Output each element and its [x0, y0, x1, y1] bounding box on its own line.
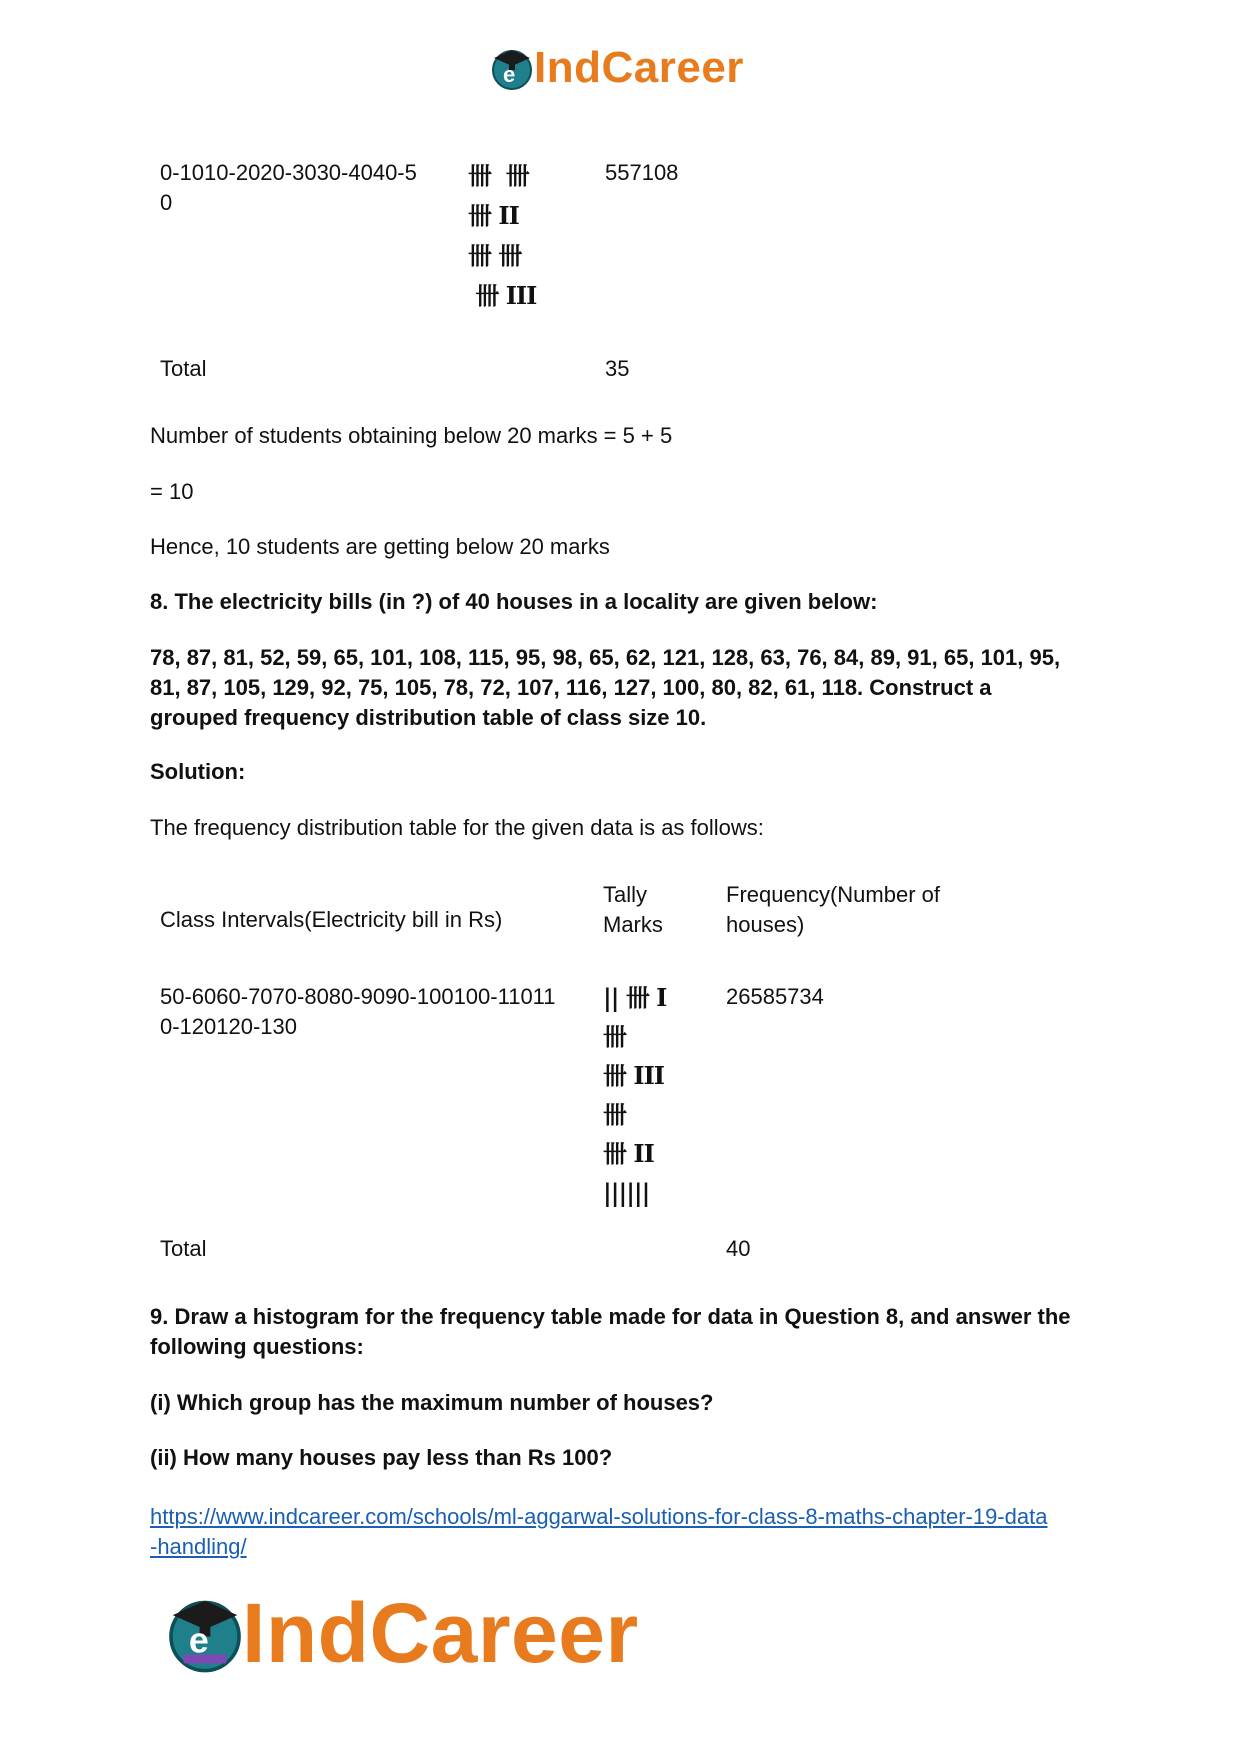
source-link[interactable] [150, 1502, 1085, 1562]
tally-row: 卌 III [603, 1061, 665, 1090]
table2-class-intervals-line2: 0-120120-130 [160, 1014, 298, 1039]
source-link-line1[interactable]: https://www.indcareer.com/schools/ml-aggarwal-solutions-for-class-8-maths-chapter-19-data [150, 1504, 1048, 1529]
table2-class-intervals-line1: 50-6060-7070-8080-9090-100100-11011 [160, 984, 556, 1009]
source-link-line2[interactable]: -handling/ [150, 1534, 247, 1559]
table2-tally-marks [603, 978, 666, 1212]
intro-line: The frequency distribution table for the given data is as follows: [150, 815, 764, 840]
table2-frequency: 26585734 [726, 984, 824, 1009]
brand-name: IndCareer [534, 43, 744, 92]
question-9-part-i: (i) Which group has the maximum number of houses? [150, 1390, 714, 1415]
table2-total-label: Total [160, 1236, 207, 1261]
conclusion-line: Hence, 10 students are getting below 20 marks [150, 534, 610, 559]
table2-header-tally-line1: Tally [603, 882, 648, 907]
tally-row: || 卌 I [603, 983, 667, 1012]
header-logo [488, 40, 744, 96]
table2-header-frequency-line1: Frequency(Number of [726, 882, 940, 907]
tally-row: 卌 II [468, 201, 519, 230]
table2-total-value: 40 [726, 1236, 751, 1261]
solution-heading: Solution: [150, 759, 246, 784]
question-8-data: 78, 87, 81, 52, 59, 65, 101, 108, 115, 95, 98, 65, 62, 121, 128, 63, 76, 84, 89, 91, 65, 101, 95, 81, 87, 105, 129, 92, 75, 105, 78, 72, 107, 116, 127, 100, 80, 82, 61, 118. Construct a grouped frequency distribution table of class size 10. [150, 645, 1061, 730]
table1-total-value: 35 [605, 356, 630, 381]
tally-row: 卌 [603, 1100, 626, 1129]
table1-tally-marks [468, 156, 536, 316]
question-9-part-ii: (ii) How many houses pay less than Rs 100? [150, 1445, 613, 1470]
svg-text:e: e [188, 1620, 209, 1661]
table2-header-frequency [726, 880, 940, 940]
table2-header-frequency-line2: houses) [726, 912, 805, 937]
table1-class-intervals [160, 158, 417, 218]
footer-logo [162, 1585, 639, 1681]
tally-row: 卌 卌 [468, 241, 522, 270]
logo-globe-icon [162, 1590, 248, 1676]
table1-class-intervals-line2: 0 [160, 190, 173, 215]
question-9-title: 9. Draw a histogram for the frequency table made for data in Question 8, and answer the following questions: [150, 1304, 1071, 1359]
tally-row: 卌 III [468, 281, 537, 310]
table1-total-label: Total [160, 356, 207, 381]
brand-name: IndCareer [242, 1585, 639, 1680]
tally-row: |||||| [603, 1178, 650, 1207]
table1-frequency: 557108 [605, 160, 679, 185]
table1-class-intervals-line1: 0-1010-2020-3030-4040-5 [160, 160, 417, 185]
table2-header-class: Class Intervals(Electricity bill in Rs) [160, 907, 503, 932]
table2-header-tally [603, 880, 663, 940]
table2-class-intervals [160, 982, 556, 1042]
result-line: = 10 [150, 479, 194, 504]
svg-text:e: e [503, 62, 516, 87]
tally-row: 卌 [603, 1022, 626, 1051]
logo-globe-icon [488, 44, 536, 92]
tally-row: 卌 卌 [468, 161, 529, 190]
table2-header-tally-line2: Marks [603, 912, 663, 937]
tally-row: 卌 II [603, 1139, 654, 1168]
students-below-20-line: Number of students obtaining below 20 marks = 5 + 5 [150, 423, 673, 448]
question-8-title: 8. The electricity bills (in ?) of 40 houses in a locality are given below: [150, 589, 878, 614]
